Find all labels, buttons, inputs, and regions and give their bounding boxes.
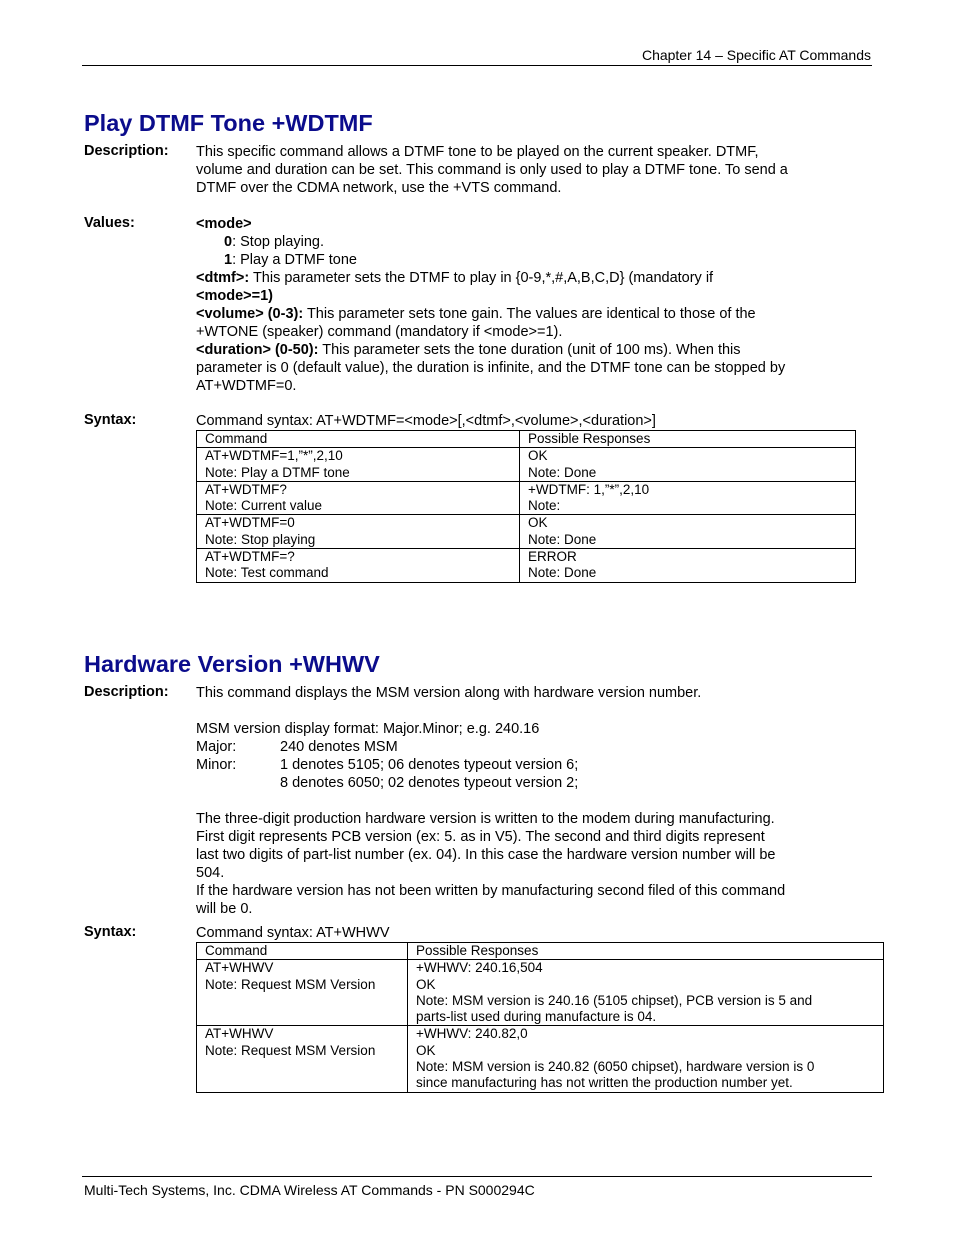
response-ok: OK bbox=[416, 1042, 436, 1058]
command-note: Note: Request MSM Version bbox=[205, 976, 376, 992]
mode-title: <mode> bbox=[196, 216, 252, 232]
mode-0-text: : Stop playing. bbox=[232, 234, 324, 250]
description-label: Description: bbox=[84, 684, 169, 700]
paragraph-line: 504. bbox=[196, 865, 225, 881]
description-line: DTMF over the CDMA network, use the +VTS command. bbox=[196, 180, 562, 196]
response-cell bbox=[408, 1026, 884, 1092]
response-note-2: parts-list used during manufacture is 04. bbox=[416, 1009, 657, 1025]
syntax-text: Command syntax: AT+WDTMF=<mode>[,<dtmf>,<volume>,<duration>] bbox=[196, 413, 656, 429]
values-text bbox=[196, 215, 785, 395]
response-cell bbox=[520, 549, 856, 583]
syntax-label: Syntax: bbox=[84, 412, 137, 428]
table-header-cell: Possible Responses bbox=[520, 431, 856, 448]
table-row bbox=[197, 960, 884, 1026]
duration-text-2: parameter is 0 (default value), the duration is infinite, and the DTMF tone can be stopped by bbox=[196, 360, 786, 376]
response-note: Note: Done bbox=[528, 464, 597, 480]
command-cell bbox=[197, 515, 520, 549]
response-note: Note: Done bbox=[528, 565, 597, 581]
mode-1 bbox=[196, 251, 785, 269]
response-note: Note: MSM version is 240.82 (6050 chipset), hardware version is 0 bbox=[416, 1059, 815, 1075]
footer-text: Multi-Tech Systems, Inc. CDMA Wireless AT Commands - PN S000294C bbox=[84, 1182, 535, 1198]
table-header-cell: Command bbox=[197, 431, 520, 448]
response-text: +WHWV: 240.16,504 bbox=[416, 960, 543, 976]
response-ok: OK bbox=[416, 976, 436, 992]
chapter-header: Chapter 14 – Specific AT Commands bbox=[641, 47, 871, 63]
response-note: Note: MSM version is 240.16 (5105 chipset), PCB version is 5 and bbox=[416, 992, 813, 1008]
format-line: MSM version display format: Major.Minor; e.g. 240.16 bbox=[196, 721, 540, 737]
section-title-wdtmf: Play DTMF Tone +WDTMF bbox=[84, 110, 373, 136]
response-note: Note: Done bbox=[528, 531, 597, 547]
major-key: Major: bbox=[196, 739, 237, 755]
footer-rule bbox=[82, 1176, 872, 1177]
minor-value: 1 denotes 5105; 06 denotes typeout version 6; bbox=[280, 757, 579, 773]
table-header-cell: Possible Responses bbox=[408, 943, 884, 960]
command-text: AT+WDTMF? bbox=[205, 481, 287, 497]
command-cell bbox=[197, 1026, 408, 1092]
values-label: Values: bbox=[84, 215, 135, 231]
table-row bbox=[197, 448, 856, 482]
mode-1-text: : Play a DTMF tone bbox=[232, 252, 357, 268]
minor-line bbox=[196, 756, 785, 774]
command-text: AT+WHWV bbox=[205, 1026, 274, 1042]
dtmf-param bbox=[196, 269, 785, 287]
description-text bbox=[196, 143, 788, 197]
command-cell bbox=[197, 960, 408, 1026]
paragraph-line: last two digits of part-list number (ex. 04). In this case the hardware version number will be bbox=[196, 847, 776, 863]
dtmf-label: <dtmf>: bbox=[196, 270, 250, 286]
duration-text: This parameter sets the tone duration (unit of 100 ms). When this bbox=[318, 342, 741, 358]
table-header-row bbox=[197, 431, 856, 448]
paragraph-line: First digit represents PCB version (ex: 5. as in V5). The second and third digits represent bbox=[196, 829, 765, 845]
table-row bbox=[197, 515, 856, 549]
minor-value-2: 8 denotes 6050; 02 denotes typeout version 2; bbox=[280, 775, 579, 791]
table-header-row bbox=[197, 943, 884, 960]
description-line: This command displays the MSM version along with hardware version number. bbox=[196, 685, 702, 701]
response-note: Note: bbox=[528, 498, 561, 514]
header-rule bbox=[82, 65, 872, 66]
major-value: 240 denotes MSM bbox=[280, 739, 398, 755]
response-text: OK bbox=[528, 515, 548, 531]
response-text: +WDTMF: 1,”*”,2,10 bbox=[528, 481, 650, 497]
command-note: Note: Request MSM Version bbox=[205, 1042, 376, 1058]
syntax-label: Syntax: bbox=[84, 924, 137, 940]
paragraph-line: will be 0. bbox=[196, 901, 253, 917]
paragraph-line: The three-digit production hardware version is written to the modem during manufacturing. bbox=[196, 811, 775, 827]
response-text: +WHWV: 240.82,0 bbox=[416, 1026, 528, 1042]
command-note: Note: Current value bbox=[205, 498, 323, 514]
mode-0-key: 0 bbox=[224, 234, 233, 250]
dtmf-text: This parameter sets the DTMF to play in {0-9,*,#,A,B,C,D} (mandatory if bbox=[249, 270, 714, 286]
table-header-cell: Command bbox=[197, 943, 408, 960]
response-cell bbox=[520, 448, 856, 482]
minor-key: Minor: bbox=[196, 757, 237, 773]
command-note: Note: Test command bbox=[205, 565, 329, 581]
wdtmf-command-table bbox=[196, 430, 856, 583]
command-text: AT+WHWV bbox=[205, 960, 274, 976]
table-row bbox=[197, 481, 856, 515]
section-title-whwv: Hardware Version +WHWV bbox=[84, 651, 380, 677]
command-text: AT+WDTMF=1,”*”,2,10 bbox=[205, 448, 343, 464]
duration-text-3: AT+WDTMF=0. bbox=[196, 378, 297, 394]
response-text: OK bbox=[528, 448, 548, 464]
table-row bbox=[197, 549, 856, 583]
response-cell bbox=[520, 481, 856, 515]
description-text bbox=[196, 684, 785, 918]
mode-0 bbox=[196, 233, 785, 251]
major-line bbox=[196, 738, 785, 756]
duration-label: <duration> (0-50): bbox=[196, 342, 319, 358]
command-text: AT+WDTMF=0 bbox=[205, 515, 295, 531]
command-text: AT+WDTMF=? bbox=[205, 549, 295, 565]
response-cell bbox=[520, 515, 856, 549]
command-note: Note: Play a DTMF tone bbox=[205, 464, 350, 480]
volume-param bbox=[196, 305, 785, 323]
paragraph-line: If the hardware version has not been written by manufacturing second filed of this command bbox=[196, 883, 786, 899]
volume-text-2: +WTONE (speaker) command (mandatory if <mode>=1). bbox=[196, 324, 563, 340]
response-cell bbox=[408, 960, 884, 1026]
command-cell bbox=[197, 481, 520, 515]
mode-1-key: 1 bbox=[224, 252, 233, 268]
description-label: Description: bbox=[84, 143, 169, 159]
response-text: ERROR bbox=[528, 549, 577, 565]
command-cell bbox=[197, 549, 520, 583]
duration-param bbox=[196, 341, 785, 359]
command-cell bbox=[197, 448, 520, 482]
whwv-command-table bbox=[196, 942, 884, 1093]
response-note-2: since manufacturing has not written the production number yet. bbox=[416, 1075, 793, 1091]
volume-text: This parameter sets tone gain. The values are identical to those of the bbox=[303, 306, 756, 322]
command-note: Note: Stop playing bbox=[205, 531, 316, 547]
minor-line-2 bbox=[196, 774, 785, 792]
volume-label: <volume> (0-3): bbox=[196, 306, 304, 322]
description-line: This specific command allows a DTMF tone to be played on the current speaker. DTMF, bbox=[196, 144, 759, 160]
description-line: volume and duration can be set. This command is only used to play a DTMF tone. To send a bbox=[196, 162, 788, 178]
syntax-text: Command syntax: AT+WHWV bbox=[196, 925, 390, 941]
dtmf-text-2: <mode>=1) bbox=[196, 288, 273, 304]
table-row bbox=[197, 1026, 884, 1092]
